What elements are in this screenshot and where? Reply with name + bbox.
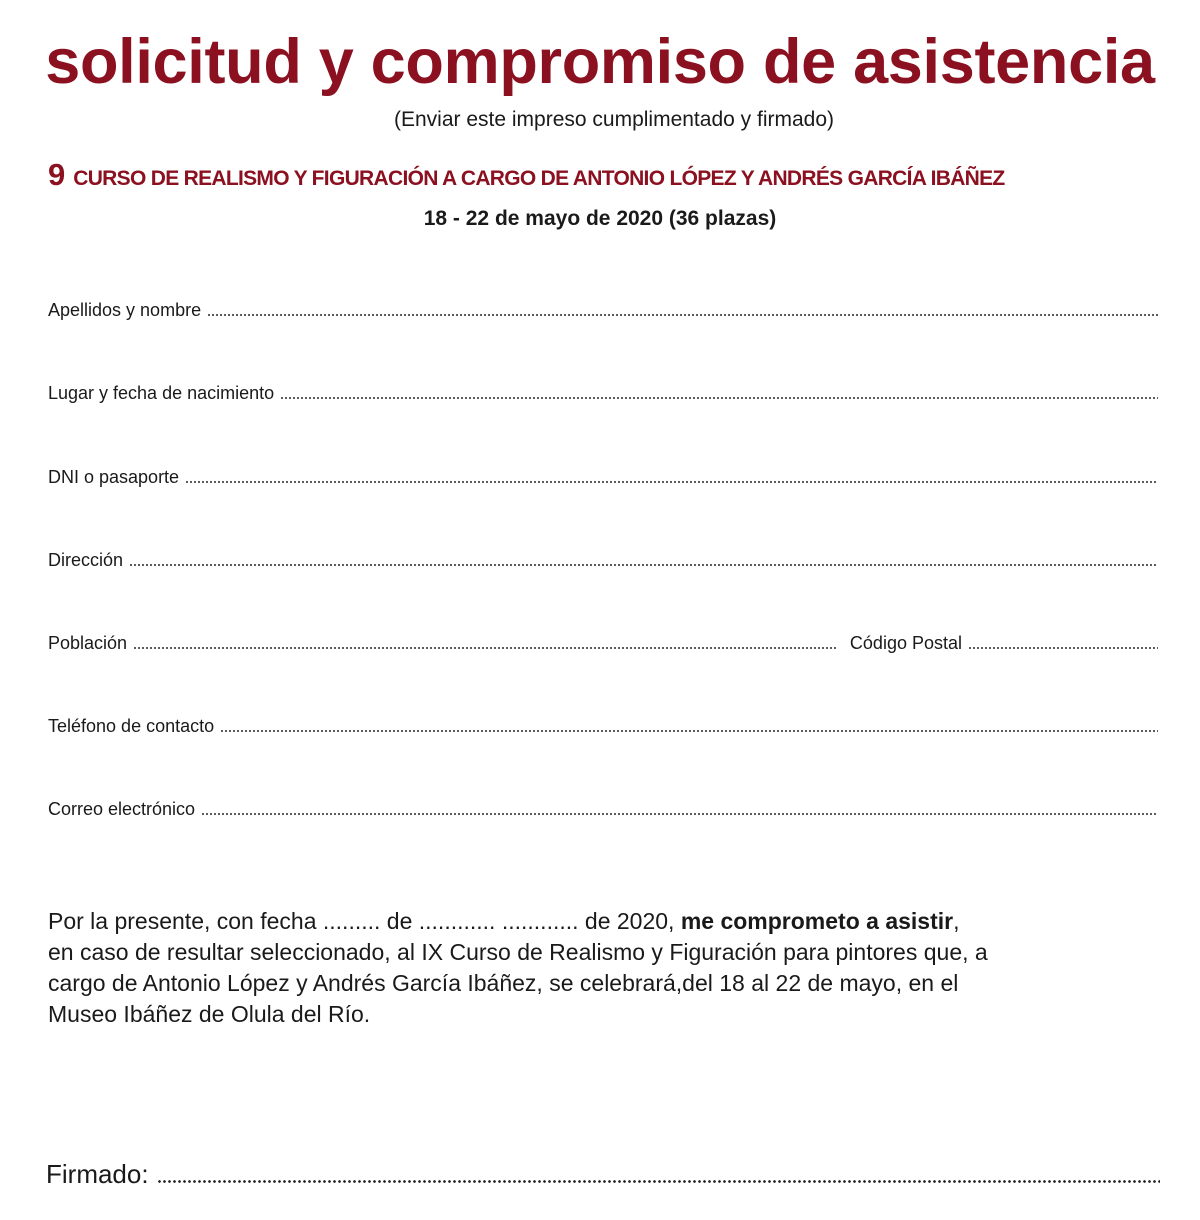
email-input-line[interactable] bbox=[201, 812, 1158, 816]
address-field[interactable] bbox=[48, 548, 1158, 572]
signature-line[interactable] bbox=[157, 1179, 1160, 1184]
id-input-line[interactable] bbox=[185, 480, 1158, 484]
town-input-line[interactable] bbox=[133, 646, 836, 650]
statement-line-2: en caso de resultar seleccionado, al IX Curso de Realismo y Figuración para pintores que, a bbox=[48, 939, 988, 965]
id-field[interactable] bbox=[48, 465, 1158, 489]
postal-input-line[interactable] bbox=[968, 646, 1158, 650]
statement-commitment: me comprometo a asistir bbox=[680, 908, 954, 934]
phone-field[interactable] bbox=[48, 714, 1158, 738]
statement-line-1-end: , bbox=[953, 908, 960, 934]
course-number: 9 bbox=[48, 157, 66, 192]
address-input-line[interactable] bbox=[129, 563, 1158, 567]
statement-line-3: cargo de Antonio López y Andrés García Ibáñez, se celebrará,del 18 al 22 de mayo, en el bbox=[48, 970, 959, 996]
commitment-statement bbox=[48, 906, 1160, 1030]
name-label: Apellidos y nombre bbox=[48, 300, 202, 320]
course-title: CURSO DE REALISMO Y FIGURACIÓN A CARGO DE ANTONIO LÓPEZ Y ANDRÉS GARCÍA IBÁÑEZ bbox=[73, 167, 1005, 190]
town-postal-field[interactable] bbox=[48, 631, 1158, 655]
town-label: Población bbox=[48, 633, 128, 653]
statement-line-1-start: Por la presente, con fecha ......... de ............ ............ de 2020, bbox=[48, 908, 681, 934]
course-heading bbox=[48, 155, 1005, 201]
page-title: solicitud y compromiso de asistencia bbox=[45, 27, 1155, 97]
birth-field[interactable] bbox=[48, 381, 1158, 405]
id-label: DNI o pasaporte bbox=[48, 467, 180, 487]
form-instructions: (Enviar este impreso cumplimentado y firmado) bbox=[394, 108, 834, 131]
email-label: Correo electrónico bbox=[48, 799, 196, 819]
birth-label: Lugar y fecha de nacimiento bbox=[48, 383, 275, 403]
statement-line-1 bbox=[48, 906, 1160, 937]
postal-label: Código Postal bbox=[849, 633, 962, 653]
address-label: Dirección bbox=[48, 550, 124, 570]
name-field[interactable] bbox=[48, 298, 1158, 322]
course-dates: 18 - 22 de mayo de 2020 (36 plazas) bbox=[423, 207, 777, 230]
statement-line-4: Museo Ibáñez de Olula del Río. bbox=[48, 1001, 371, 1027]
phone-label: Teléfono de contacto bbox=[48, 716, 215, 736]
name-input-line[interactable] bbox=[207, 313, 1158, 317]
phone-input-line[interactable] bbox=[220, 729, 1158, 733]
signature-field[interactable] bbox=[46, 1158, 1160, 1190]
birth-input-line[interactable] bbox=[280, 396, 1158, 400]
email-field[interactable] bbox=[48, 797, 1158, 821]
signature-label: Firmado: bbox=[46, 1159, 149, 1189]
